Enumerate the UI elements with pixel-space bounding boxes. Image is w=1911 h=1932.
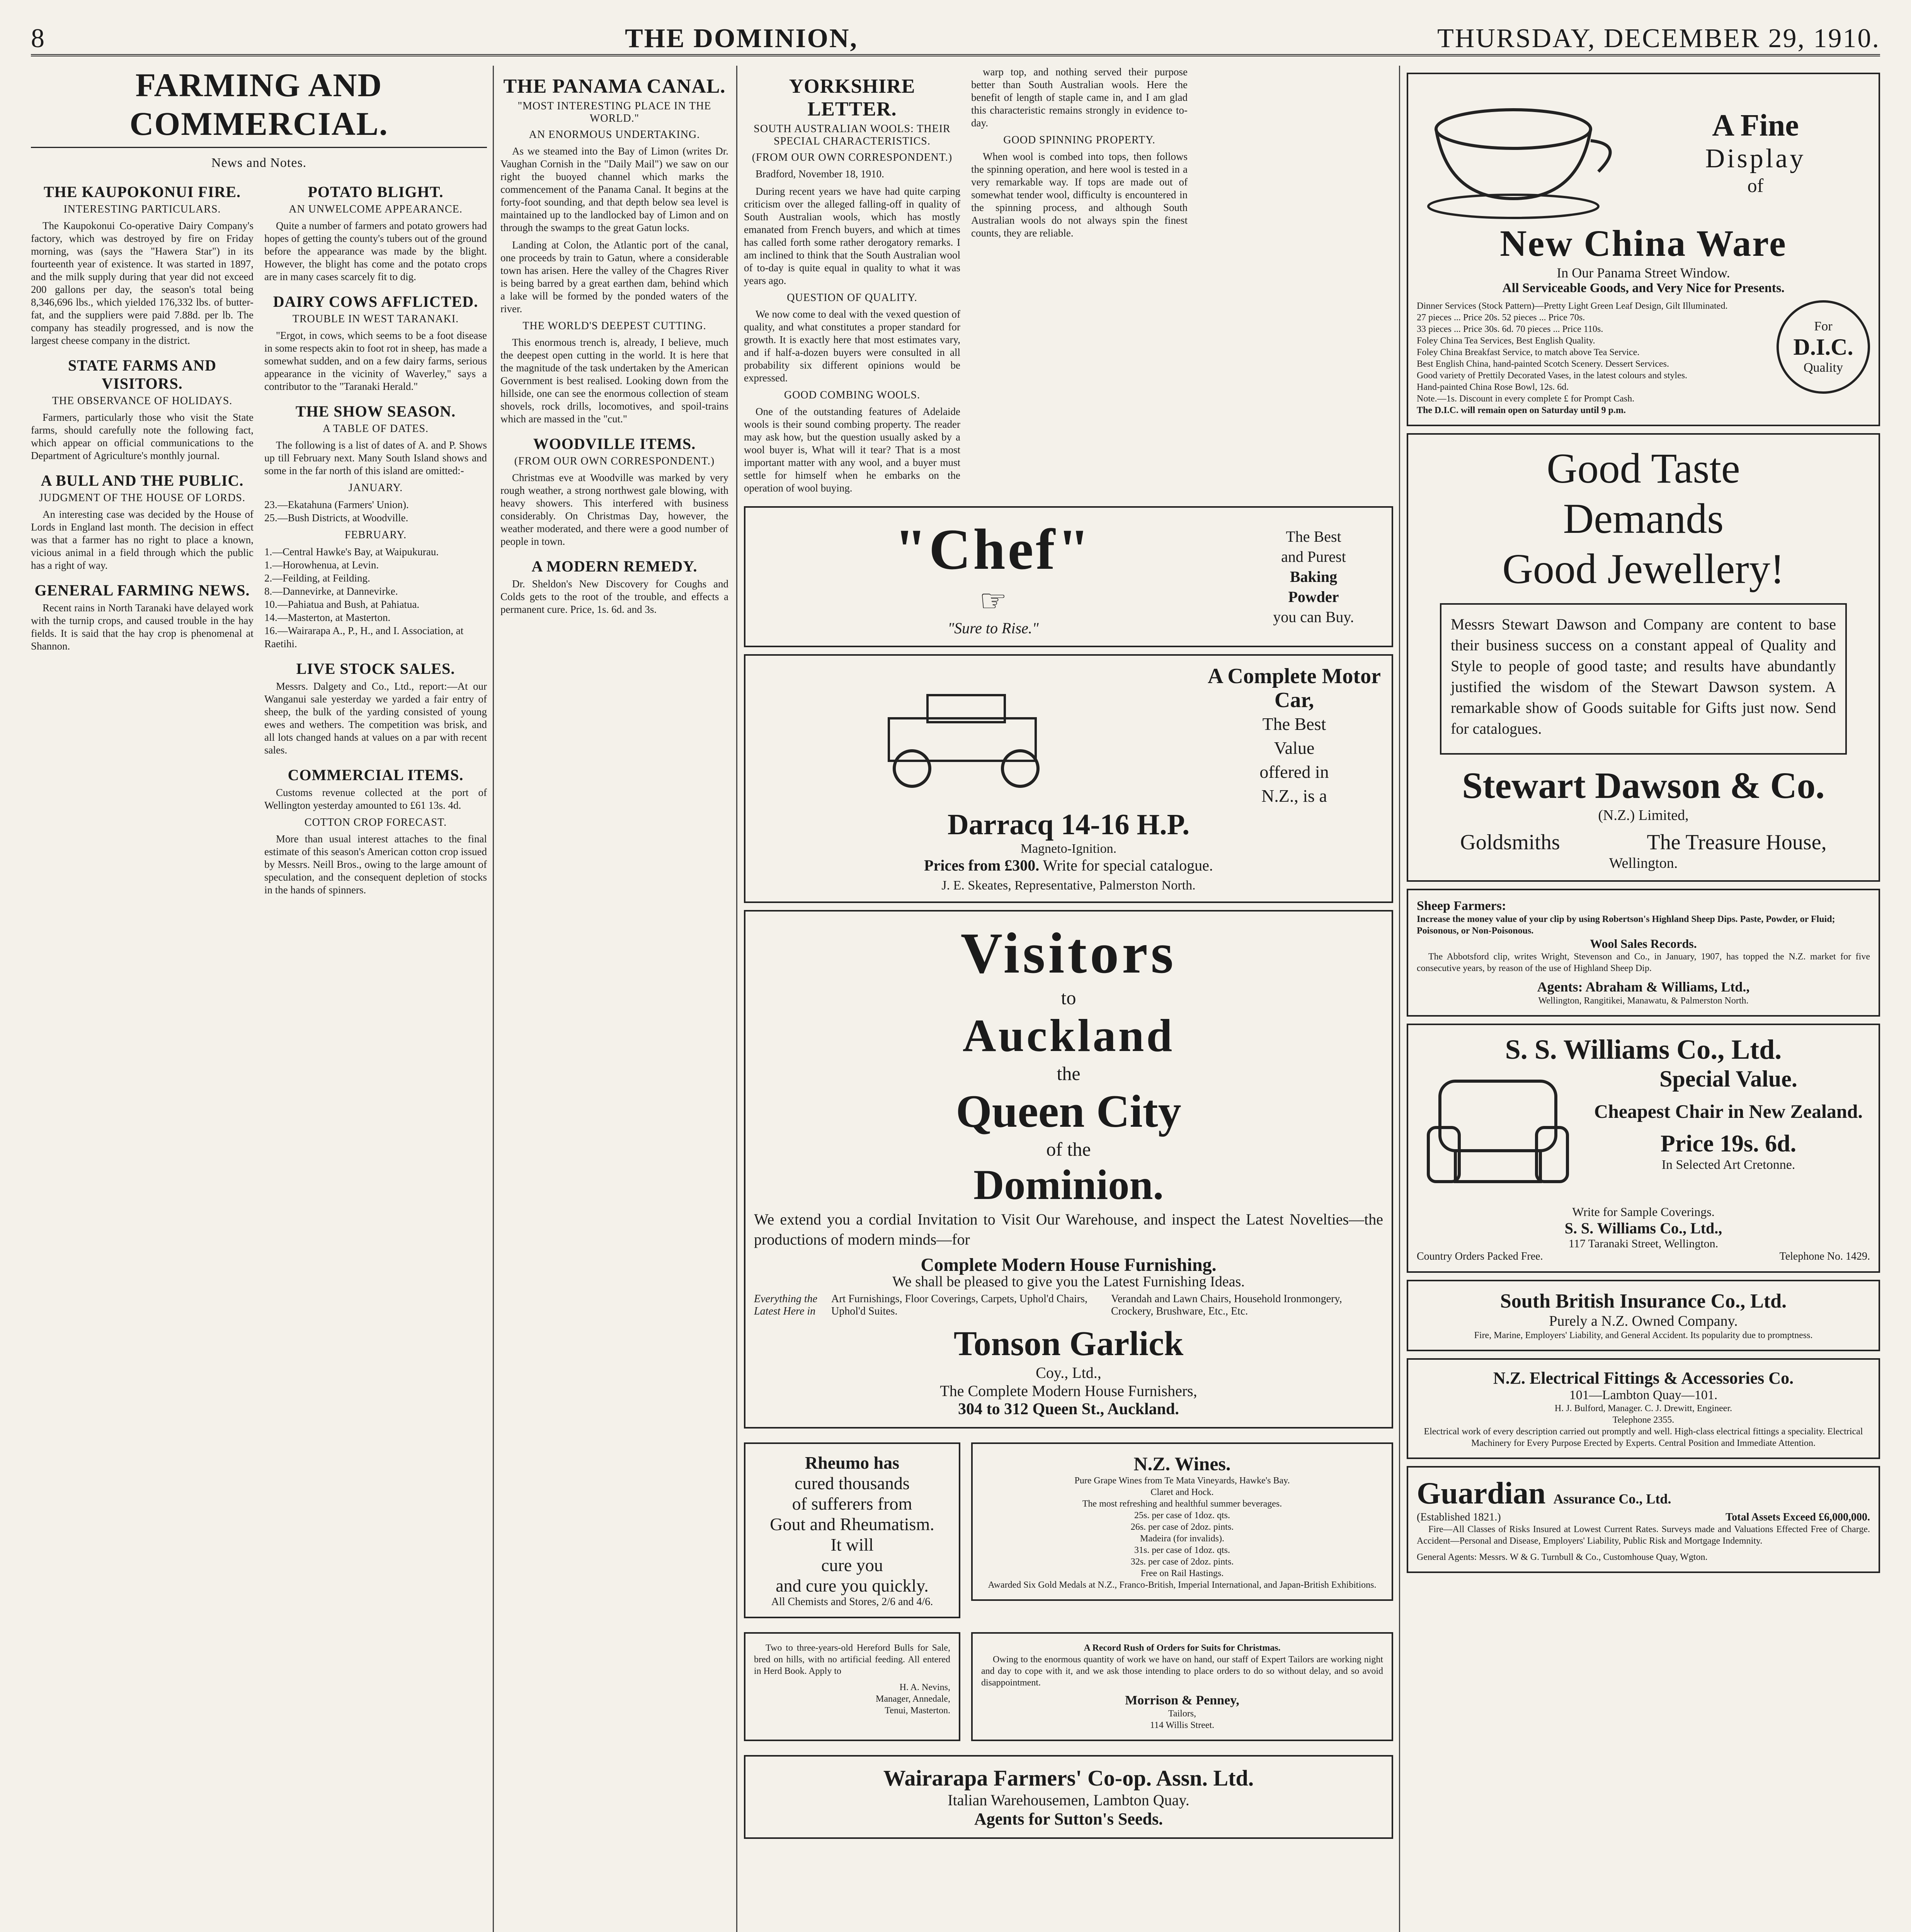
article-subheading: QUESTION OF QUALITY. [787, 292, 917, 304]
wines-item: Madeira (for invalids). [1140, 1534, 1224, 1544]
car-icon [866, 676, 1082, 792]
wool-sales-heading: Wool Sales Records. [1590, 937, 1697, 951]
china-item: Best English China, hand-painted Scotch Scenery. Dessert Services. [1417, 359, 1669, 369]
paper-title: THE DOMINION, [625, 24, 858, 53]
motor-car-advert [744, 654, 1393, 903]
article-body: Dr. Sheldon's New Discovery for Coughs and Colds gets to the root of the trouble, and effects a permanent cure. Price, 1s. 6d. and 3s. [500, 578, 728, 615]
china-item: Dinner Services (Stock Pattern)—Pretty Light Green Leaf Design, Gilt Illuminated. [1417, 301, 1728, 311]
jeweller-treasure-house: The Treasure House, [1647, 830, 1827, 854]
article-heading: POTATO BLIGHT. [308, 183, 444, 201]
hereford-body: Two to three-years-old Hereford Bulls for Sale, bred on hills, with no artificial feeding. All entered in Herd Book. Apply to [754, 1643, 950, 1676]
article-body: One of the outstanding features of Adelaide wools is their sound combing property. The reader may ask how, but the question usually asked by a wool buyer is, What will it tear? That is a most important matter with any wool, and a buyer must settle for himself when he embarks on the operation of wool buying. [744, 406, 960, 494]
jewellery-headline: Demands [1563, 495, 1724, 542]
jewellery-advert [1407, 433, 1880, 882]
jewellery-body-box [1440, 603, 1847, 755]
chef-advert [744, 506, 1393, 647]
section-title: FARMING AND COMMERCIAL. [31, 66, 487, 148]
visitors-body: We extend you a cordial Invitation to Visit Our Warehouse, and inspect the Latest Novelties—the productions of modern minds—for [754, 1211, 1383, 1248]
article-subheading: SOUTH AUSTRALIAN WOOLS: THEIR SPECIAL CHARACTERISTICS. [754, 123, 951, 147]
article-body: We now come to deal with the vexed question of quality, and what constitutes a proper standard for growth. It is exactly here that most estimates vary, and if half-a-dozen buyers were consulted in all probability six different opinions would be expressed. [744, 308, 960, 384]
wines-sub: Pure Grape Wines from Te Mata Vineyards, Hawke's Bay. [1074, 1476, 1290, 1486]
article-subheading: THE OBSERVANCE OF HOLIDAYS. [52, 395, 233, 407]
badge-line: For [1814, 319, 1833, 333]
electrical-names: H. J. Bulford, Manager. C. J. Drewitt, Engineer. [1554, 1403, 1732, 1413]
wairarapa-sub: Italian Warehousemen, Lambton Quay. [948, 1791, 1189, 1809]
article-body: warp top, and nothing served their purpose better than South Australian wools. Here the benefit of length of staple came in, and I am glad this characteristic remains strongly in evidence to-day. [971, 66, 1188, 129]
williams-heading: S. S. Williams Co., Ltd. [1505, 1034, 1782, 1065]
sheep-body: The Abbotsford clip, writes Wright, Stevenson and Co., in January, 1907, has topped the N.Z. market for five consecutive years, by reason of the use of Highland Sheep Dip. [1417, 952, 1870, 973]
article-body: Christmas eve at Woodville was marked by very rough weather, a strong northwest gale blowing, with heavy showers. This interfered with business considerably. On Christmas Day, however, the weather moderated, and there were a good number of people in town. [500, 472, 728, 547]
pointing-hand-icon: ☞ [979, 584, 1007, 618]
china-item: 33 pieces ... Price 30s. 6d. 70 pieces ... Price 110s. [1417, 324, 1603, 334]
williams-country: Country Orders Packed Free. [1417, 1250, 1543, 1262]
rheumo-line: cured thousands [795, 1473, 910, 1493]
article-subheading: COTTON CROP FORECAST. [304, 816, 447, 828]
list-item: 14.—Masterton, at Masterton. [264, 612, 391, 623]
chef-tag: you can Buy. [1273, 608, 1354, 626]
williams-samples: Write for Sample Coverings. [1572, 1205, 1715, 1219]
jeweller-brand: Stewart Dawson & Co. [1462, 765, 1825, 806]
chef-slogan: "Sure to Rise." [948, 619, 1039, 637]
article-subheading: TROUBLE IN WEST TARANAKI. [292, 313, 459, 325]
penney-advert [971, 1632, 1393, 1741]
list-item: 25.—Bush Districts, at Woodville. [264, 512, 408, 524]
article-heading: THE PANAMA CANAL. [503, 75, 726, 97]
china-ware-advert [1407, 73, 1880, 426]
adverts-column [1407, 66, 1880, 1932]
williams-special: Special Value. [1659, 1066, 1797, 1092]
guardian-heading2: Assurance Co., Ltd. [1553, 1491, 1671, 1507]
electrical-body: Electrical work of every description carried out promptly and well. High-class electrical fittings a speciality. Electrical Machinery for Every Purpose Erected by Experts. Central Position and Immediate Attention. [1424, 1427, 1863, 1448]
sheep-heading: Sheep Farmers: [1417, 899, 1506, 913]
list-item: 1.—Horowhenua, at Levin. [264, 559, 379, 571]
article-subheading: JUDGMENT OF THE HOUSE OF LORDS. [39, 492, 245, 504]
dic-quality-badge [1777, 300, 1870, 394]
china-item: Foley China Breakfast Service, to match above Tea Service. [1417, 347, 1640, 357]
visitors-line: of the [1046, 1138, 1091, 1160]
visitors-line: the [1057, 1063, 1081, 1084]
article-heading: A MODERN REMEDY. [531, 558, 698, 575]
article-body: An interesting case was decided by the House of Lords in England last month. The decision in effect was that a farmer has no right to place a known, vicious animal in a field through which the public has a right of way. [31, 509, 254, 571]
list-item: 2.—Feilding, at Feilding. [264, 572, 370, 584]
visitors-side-label: Everything the Latest Here in [754, 1293, 818, 1317]
list-item: 8.—Dannevirke, at Dannevirke. [264, 585, 398, 597]
issue-date: THURSDAY, DECEMBER 29, 1910. [1437, 24, 1880, 53]
car-dealer: J. E. Skeates, Representative, Palmerston North. [941, 878, 1196, 893]
penney-heading: A Record Rush of Orders for Suits for Christmas. [1084, 1643, 1281, 1653]
wairarapa-agents: Agents for Sutton's Seeds. [974, 1810, 1163, 1828]
china-location: In Our Panama Street Window. [1557, 265, 1730, 281]
car-catalogue: Write for special catalogue. [1043, 857, 1213, 874]
page-number: 8 [31, 24, 46, 53]
wairarapa-advert [744, 1755, 1393, 1839]
williams-address: 117 Taranaki Street, Wellington. [1568, 1237, 1719, 1250]
china-hours: The D.I.C. will remain open on Saturday until 9 p.m. [1417, 405, 1626, 415]
chef-brand: "Chef" [894, 517, 1092, 582]
motor-tag: offered in [1259, 762, 1329, 782]
show-dates-january [264, 498, 487, 524]
williams-phone: Telephone No. 1429. [1779, 1250, 1870, 1262]
article-subheading: THE WORLD'S DEEPEST CUTTING. [522, 320, 706, 332]
article-body: More than usual interest attaches to the final estimate of this season's American cotton crop issued by Messrs. Neill Bros., owing to the large amount of speculation, and the consequent depletion of stocks in the hands of spinners. [264, 833, 487, 896]
car-illustration [754, 664, 1194, 803]
motor-tag: The Best [1262, 714, 1326, 734]
guardian-heading: Guardian [1417, 1476, 1546, 1510]
article-heading: GENERAL FARMING NEWS. [34, 582, 250, 599]
article-body: "Ergot, in cows, which seems to be a foot disease in some respects akin to foot rot in sheep, has made a somewhat sudden, and on a few dairy farms, serious appearance in the vicinity of Waverley," says a contributor to the "Taranaki Herald." [264, 330, 487, 392]
visitors-list: Verandah and Lawn Chairs, Household Ironmongery, Crockery, Brushware, Etc., Etc. [1111, 1293, 1342, 1317]
jewellery-headline: Good Taste [1547, 445, 1740, 492]
wines-item: Free on Rail Hastings. [1140, 1568, 1224, 1578]
yorkshire-column [744, 66, 1393, 1932]
article-subheading: GOOD COMBING WOOLS. [784, 389, 921, 401]
section-subtitle: News and Notes. [211, 156, 307, 170]
article-body: Farmers, particularly those who visit the State farms, should carefully note the following fact, which appear on official communications to the Department of Agriculture's monthly journal. [31, 412, 254, 461]
visitors-line: Auckland [962, 1010, 1175, 1061]
list-item: 16.—Wairarapa A., P., H., and I. Association, at Raetihi. [264, 625, 464, 650]
month-label: JANUARY. [348, 482, 403, 494]
article-body: Landing at Colon, the Atlantic port of the canal, one proceeds by train to Gatun, where a considerable town has arisen. Here the valley of the Chagres River is being barred by a great earthen dam, behind which a lake will be formed by the ponded waters of the river. [500, 239, 728, 315]
china-headline: A Fine [1712, 108, 1799, 143]
visitors-line: Queen City [956, 1085, 1181, 1137]
article-subheading: "MOST INTERESTING PLACE IN THE WORLD." [517, 100, 711, 124]
jewellery-body: Messrs Stewart Dawson and Company are content to base their business success on a constant appeal of Quality and Style to people of good taste; and results have abundantly justified the wisdom of the Stewart Dawson system. A remarkable show of Goods suitable for Gifts just now. Send for catalogues. [1451, 616, 1836, 737]
china-item: Good variety of Prettily Decorated Vases, in the latest colours and styles. [1417, 371, 1688, 381]
article-heading: THE KAUPOKONUI FIRE. [43, 183, 241, 201]
williams-cheapest: Cheapest Chair in New Zealand. [1594, 1100, 1863, 1122]
article-body: As we steamed into the Bay of Limon (writes Dr. Vaughan Cornish in the "Daily Mail") we saw on our right the buoyed channel which marks the commencement of the Panama Canal. It begins at the forty-foot sounding, and that depth below sea level is maintained up to the landlocked bay of Limon and on through the swamps to the great Gatun locks. [500, 145, 728, 233]
china-item: Foley China Tea Services, Best English Quality. [1417, 336, 1595, 346]
china-item: Note.—1s. Discount in every complete £ for Prompt Cash. [1417, 394, 1635, 404]
farming-section [31, 66, 487, 1932]
car-model: Darracq 14-16 H.P. [947, 808, 1190, 841]
article-heading: DAIRY COWS AFFLICTED. [273, 293, 478, 310]
electrical-heading: N.Z. Electrical Fittings & Accessories Co. [1493, 1369, 1794, 1388]
article-body: This enormous trench is, already, I believe, much the deepest open cutting in the world. It is here that the magnitude of the task undertaken by the American Government is best realised. Looking down from the hillside, one can see the enormous collection of steam shovels, rock drills, locomotives, and spoil-trains which are massed in the "cut." [500, 337, 728, 425]
williams-company: S. S. Williams Co., Ltd., [1564, 1219, 1722, 1237]
article-body: Messrs. Dalgety and Co., Ltd., report:—At our Wanganui sale yesterday we yarded a fair entry of sheep, the bulk of the yarding consisted of young ewes and wethers. The competition was brisk, and all lots changed hands at values on a par with recent sales. [264, 680, 487, 756]
rheumo-line: of sufferers from [792, 1494, 912, 1514]
article-heading: LIVE STOCK SALES. [296, 660, 455, 677]
sheep-dip-advert [1407, 889, 1880, 1017]
show-dates-february [264, 545, 487, 650]
yorkshire-continued [971, 66, 1188, 499]
electrical-phone: Telephone 2355. [1612, 1415, 1674, 1425]
wines-item: 26s. per case of 2doz. pints. [1130, 1522, 1234, 1532]
williams-price: Price 19s. 6d. [1660, 1131, 1797, 1157]
visitors-feature: Complete Modern House Furnishing. [921, 1255, 1217, 1275]
jeweller-goldsmiths: Goldsmiths [1460, 830, 1560, 854]
rheumo-line: Rheumo has [805, 1453, 900, 1473]
electrical-address: 101—Lambton Quay—101. [1569, 1388, 1718, 1402]
list-item: 23.—Ekatahuna (Farmers' Union). [264, 499, 409, 510]
hereford-role: Manager, Annedale, [876, 1694, 950, 1704]
guardian-agents: General Agents: Messrs. W & G. Turnbull & Co., Customhouse Quay, Wgton. [1417, 1552, 1708, 1562]
south-british-tag: Purely a N.Z. Owned Company. [1549, 1313, 1738, 1329]
penney-address: 114 Willis Street. [1150, 1720, 1215, 1730]
guardian-body: Fire—All Classes of Risks Insured at Lowest Current Rates. Surveys made and Valuations Effected Free of Charge. Accident—Personal and Disease, Employers' Liability, Public Risk and Mortgage Indemnity. [1417, 1524, 1870, 1546]
jeweller-city: Wellington. [1609, 855, 1678, 871]
sheep-agents-location: Wellington, Rangitikei, Manawatu, & Palmerston North. [1538, 996, 1749, 1006]
company-address: 304 to 312 Queen St., Auckland. [958, 1400, 1179, 1418]
wines-item: 25s. per case of 1doz. qts. [1134, 1510, 1230, 1520]
motor-headline: A Complete Motor Car, [1208, 664, 1381, 712]
article-body: During recent years we have had quite carping criticism over the alleged falling-off in quality of South Australian wools, which has mostly emanated from French buyers, and which at times has called forth some rather derogatory remarks. I am inclined to think that the South Australian wool of to-day is quite equal in quality to what it was years ago. [744, 185, 960, 286]
car-ignition: Magneto-Ignition. [1020, 842, 1117, 856]
chef-tag: Powder [1288, 588, 1339, 605]
jewellery-headline: Good Jewellery! [1502, 545, 1785, 592]
china-headline: Display [1705, 143, 1806, 173]
article-subheading: INTERESTING PARTICULARS. [63, 203, 221, 215]
dateline: Bradford, November 18, 1910. [756, 168, 884, 180]
wines-item: The most refreshing and healthful summer beverages. [1082, 1499, 1282, 1509]
article-heading: WOODVILLE ITEMS. [533, 435, 696, 452]
chef-tag: The Best [1286, 527, 1341, 545]
correspondent: (FROM OUR OWN CORRESPONDENT.) [752, 151, 953, 163]
guardian-assets: Total Assets Exceed £6,000,000. [1726, 1511, 1870, 1523]
article-heading: YORKSHIRE LETTER. [789, 75, 916, 120]
panama-column [500, 66, 728, 1932]
rheumo-line: cure you [821, 1555, 883, 1575]
article-subheading: AN ENORMOUS UNDERTAKING. [529, 129, 700, 141]
williams-advert [1407, 1024, 1880, 1273]
guardian-advert [1407, 1466, 1880, 1573]
wines-item: Claret and Hock. [1150, 1487, 1214, 1497]
wines-item: 31s. per case of 1doz. qts. [1134, 1545, 1230, 1555]
china-title: New China Ware [1500, 223, 1787, 264]
visitors-advert [744, 910, 1393, 1429]
company-tagline: The Complete Modern House Furnishers, [940, 1382, 1197, 1400]
teacup-icon [1417, 83, 1633, 222]
electrical-advert [1407, 1358, 1880, 1459]
china-item: 27 pieces ... Price 20s. 52 pieces ... Price 70s. [1417, 313, 1585, 323]
article-body: Recent rains in North Taranaki have delayed work with the turnip crops, and caused trouble in the hay fields. It is said that the hay crop is phenomenal at Shannon. [31, 602, 254, 652]
wairarapa-heading: Wairarapa Farmers' Co-op. Assn. Ltd. [883, 1765, 1254, 1791]
hereford-advert [744, 1632, 960, 1741]
penney-body: Owing to the enormous quantity of work we have on hand, our staff of Expert Tailors are working night and day to cope with it, and we ask those intending to place orders to do so without delay, and so avoid disappointment. [981, 1655, 1383, 1688]
farming-left-column [31, 173, 254, 901]
visitors-list: Art Furnishings, Floor Coverings, Carpets, Uphol'd Chairs, Uphol'd Suites. [831, 1293, 1088, 1317]
hereford-name: H. A. Nevins, [899, 1682, 950, 1692]
farming-right-column [264, 173, 487, 901]
sheep-line: Increase the money value of your clip by using Robertson's Highland Sheep Dips. Paste, Powder, or Fluid; Poisonous, or Non-Poisonous. [1417, 914, 1835, 936]
article-body: Quite a number of farmers and potato growers had hopes of getting the county's tubers out of the ground before the appearance was made by the blight. However, the blight has come and the potato crops are in many cases scarcely fit to dig. [264, 220, 487, 282]
company-name: Tonson Garlick [953, 1325, 1184, 1363]
badge-line: Quality [1804, 360, 1843, 375]
rheumo-stockists: All Chemists and Stores, 2/6 and 4/6. [771, 1596, 933, 1608]
article-body: The Kaupokonui Co-operative Dairy Company's factory, which was destroyed by fire on Friday morning, was (says the "Hawera Star") in its fourteenth year of existence. It was started in 1897, and the milk supply during that year did not exceed 200 gallons per day, the season's total being 8,346,696 lbs., which yielded 176,332 lbs. of butter-fat, and the suppliers were paid 7.88d. per lb. The company has steadily progressed, and is now the largest cheese company in the district. [31, 220, 254, 346]
jeweller-brand-sub: (N.Z.) Limited, [1598, 807, 1689, 823]
article-heading: THE SHOW SEASON. [295, 403, 456, 420]
south-british-body: Fire, Marine, Employers' Liability, and General Accident. Its popularity due to promptness. [1474, 1330, 1813, 1340]
rheumo-line: and cure you quickly. [776, 1576, 929, 1595]
chef-tag: Baking [1290, 568, 1338, 585]
masthead [31, 8, 1880, 56]
china-tagline: All Serviceable Goods, and Very Nice for Presents. [1502, 281, 1785, 295]
hereford-location: Tenui, Masterton. [885, 1706, 950, 1716]
month-label: FEBRUARY. [344, 529, 407, 541]
article-body: When wool is combed into tops, then follows the spinning operation, and here wool is tested in a very remarkable way. If tops are made out of somewhat tender wool, difficulty is encountered in the spinning process, and although South Australian wools do not always spin the finest counts, they are reliable. [971, 151, 1188, 239]
rheumo-advert [744, 1442, 960, 1618]
china-headline: of [1747, 174, 1764, 196]
article-subheading: (FROM OUR OWN CORRESPONDENT.) [514, 455, 715, 467]
article-heading: A BULL AND THE PUBLIC. [41, 472, 244, 489]
article-body: Customs revenue collected at the port of Wellington yesterday amounted to £61 13s. 4d. [264, 787, 487, 811]
wines-item: Awarded Six Gold Medals at N.Z., Franco-British, Imperial International, and Japan-British Exhibitions. [988, 1580, 1377, 1590]
motor-tag: N.Z., is a [1261, 786, 1327, 806]
motor-tag: Value [1274, 738, 1315, 758]
penney-company: Morrison & Penney, [1125, 1693, 1239, 1708]
visitors-line: to [1061, 987, 1076, 1009]
column-rule [736, 66, 737, 1932]
car-price: Prices from £300. [924, 857, 1040, 874]
visitors-closing: We shall be pleased to give you the Latest Furnishing Ideas. [892, 1274, 1245, 1290]
yorkshire-letter [744, 66, 960, 499]
column-rule [493, 66, 494, 1932]
south-british-heading: South British Insurance Co., Ltd. [1500, 1290, 1787, 1312]
wines-advert [971, 1442, 1393, 1601]
badge-line: D.I.C. [1793, 334, 1853, 360]
article-body: The following is a list of dates of A. and P. Shows up till February next. Many South Island shows and some in the far north of this island are omitted:- [264, 439, 487, 476]
williams-fabric: In Selected Art Cretonne. [1661, 1158, 1795, 1172]
south-british-advert [1407, 1280, 1880, 1351]
wines-heading: N.Z. Wines. [1133, 1453, 1231, 1475]
rheumo-line: Gout and Rheumatism. [770, 1514, 934, 1534]
china-item: Hand-painted China Rose Bowl, 12s. 6d. [1417, 382, 1569, 392]
list-item: 1.—Central Hawke's Bay, at Waipukurau. [264, 546, 439, 558]
article-subheading: A TABLE OF DATES. [322, 423, 429, 435]
penney-role: Tailors, [1168, 1709, 1196, 1719]
article-subheading: AN UNWELCOME APPEARANCE. [289, 203, 463, 215]
sheep-agents: Agents: Abraham & Williams, Ltd., [1537, 979, 1750, 995]
company-sub: Coy., Ltd., [1036, 1364, 1101, 1381]
article-heading: STATE FARMS AND VISITORS. [68, 357, 216, 392]
wines-item: 32s. per case of 2doz. pints. [1130, 1557, 1234, 1567]
visitors-line: Dominion. [973, 1161, 1164, 1208]
column-rule [1399, 66, 1400, 1932]
article-heading: COMMERCIAL ITEMS. [288, 766, 464, 784]
armchair-icon [1417, 1066, 1579, 1205]
visitors-headline: Visitors [960, 921, 1177, 985]
guardian-est: (Established 1821.) [1417, 1511, 1501, 1523]
rheumo-line: It will [830, 1535, 874, 1554]
chef-tag: and Purest [1281, 548, 1346, 565]
article-subheading: GOOD SPINNING PROPERTY. [1003, 134, 1155, 146]
list-item: 10.—Pahiatua and Bush, at Pahiatua. [264, 599, 420, 610]
